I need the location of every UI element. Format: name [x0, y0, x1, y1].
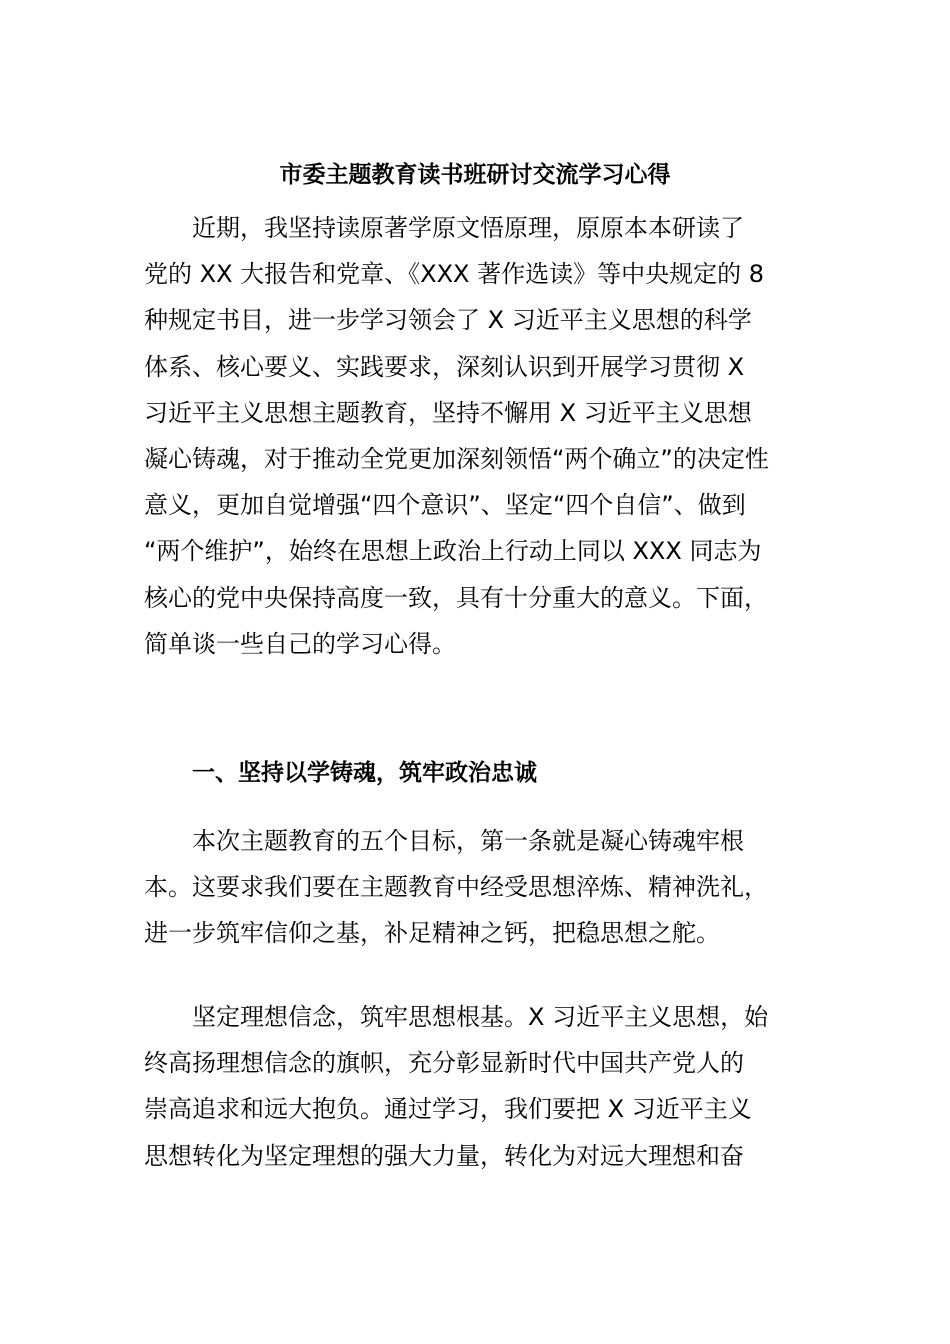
text-line: 意义，更加自觉增强“四个意识”、坚定“四个自信”、做到 — [144, 491, 746, 520]
text-line: 凝心铸魂，对于推动全党更加深刻领悟“两个确立”的决定性 — [144, 445, 769, 474]
text-line: 坚定理想信念，筑牢思想根基。X 习近平主义思想，始 — [192, 1003, 769, 1031]
paragraph-ideals — [144, 994, 816, 1179]
text-line: “两个维护”，始终在思想上政治上行动上同以 XXX 同志为 — [144, 537, 762, 566]
document-title: 市委主题教育读书班研讨交流学习心得 — [279, 162, 671, 188]
text-line: 本次主题教育的五个目标，第一条就是凝心铸魂牢根 — [192, 827, 744, 855]
text-line: 体系、核心要义、实践要求，深刻认识到开展学习贯彻 X — [144, 352, 745, 381]
text-line: 进一步筑牢信仰之基，补足精神之钙，把稳思想之舵。 — [144, 919, 720, 948]
text-line: 终高扬理想信念的旗帜，充分彰显新时代中国共产党人的 — [144, 1049, 744, 1078]
text-line: 崇高追求和远大抱负。通过学习，我们要把 X 习近平主义 — [144, 1095, 752, 1124]
paragraph-goals — [144, 818, 816, 957]
text-line: 习近平主义思想主题教育，坚持不懈用 X 习近平主义思想 — [144, 398, 752, 427]
section-heading: 一、坚持以学铸魂，筑牢政治忠诚 — [192, 760, 537, 786]
text-line: 本。这要求我们要在主题教育中经受思想淬炼、精神洗礼， — [144, 873, 768, 902]
text-line: 种规定书目，进一步学习领会了 X 习近平主义思想的科学 — [144, 306, 752, 335]
text-line: 核心的党中央保持高度一致，具有十分重大的意义。下面， — [144, 583, 768, 612]
paragraph-intro — [144, 205, 816, 667]
text-line: 简单谈一些自己的学习心得。 — [144, 629, 456, 658]
text-line: 思想转化为坚定理想的强大力量，转化为对远大理想和奋 — [144, 1141, 744, 1170]
text-line: 党的 XX 大报告和党章、《XXX 著作选读》等中央规定的 8 — [144, 260, 764, 289]
text-line: 近期，我坚持读原著学原文悟原理，原原本本研读了 — [192, 214, 744, 242]
